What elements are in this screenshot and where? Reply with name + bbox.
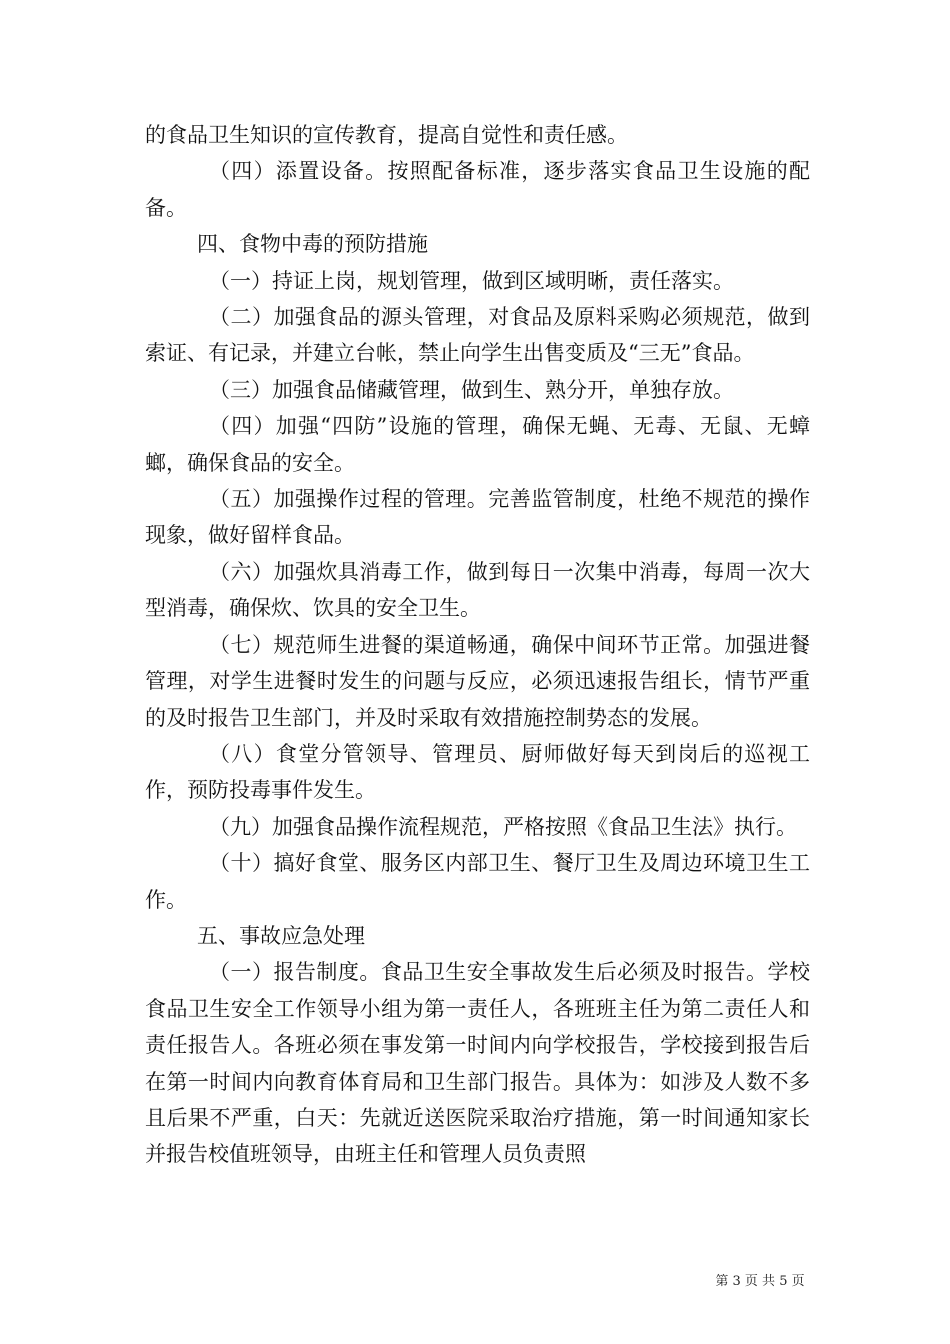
paragraph-operation-standards: （九）加强食品操作流程规范，严格按照《食品卫生法》执行。 [209, 814, 797, 839]
paragraph-reporting-system: （一）报告制度。食品卫生安全事故发生后必须及时报告。学校食品卫生安全工作领导小组为第一责任人，各班班主任为第二责任人和责任报告人。各班必须在事发第一时间内向学校报告，学校接到报告后在第一时间内向教育体育局和卫生部门报告。具体为：如涉及人数不多且后果不严重，白天：先就近送医院采取治疗措施，第一时间通知家长并报告校值班领导，由班主任和管理人员负责照 [145, 960, 810, 1167]
paragraph-source-management: （二）加强食品的源头管理，对食品及原料采购必须规范，做到索证、有记录，并建立台帐，禁止向学生出售变质及“三无”食品。 [145, 305, 810, 366]
paragraph-operation-process: （五）加强操作过程的管理。完善监管制度，杜绝不规范的操作现象，做好留样食品。 [145, 487, 810, 548]
paragraph-hygiene: （十）搞好食堂、服务区内部卫生、餐厅卫生及周边环境卫生工作。 [145, 851, 810, 912]
paragraph-patrol-work: （八）食堂分管领导、管理员、厨师做好每天到岗后的巡视工作，预防投毒事件发生。 [145, 741, 810, 803]
paragraph-continuation: 的食品卫生知识的宣传教育，提高自觉性和责任感。 [145, 123, 628, 147]
paragraph-certified-staff: （一）持证上岗，规划管理，做到区域明晰，责任落实。 [209, 268, 734, 293]
paragraph-storage-management: （三）加强食品储藏管理，做到生、熟分开，单独存放。 [209, 377, 734, 402]
section-heading-food-poisoning-prevention: 四、食物中毒的预防措施 [197, 232, 428, 257]
paragraph-four-prevention: （四）加强“四防”设施的管理，确保无蝇、无毒、无鼠、无蟑螂，确保食品的安全。 [145, 414, 810, 475]
document-body [145, 117, 810, 1173]
paragraph-dining-channel: （七）规范师生进餐的渠道畅通，确保中间环节正常。加强进餐管理，对学生进餐时发生的问题与反应，必须迅速报告组长，情节严重的及时报告卫生部门，并及时采取有效措施控制势态的发展。 [145, 632, 810, 730]
section-heading-emergency-handling: 五、事故应急处理 [197, 923, 365, 948]
paragraph-tableware-disinfection: （六）加强炊具消毒工作，做到每日一次集中消毒，每周一次大型消毒，确保炊、饮具的安全卫生。 [145, 559, 810, 621]
paragraph-add-equipment: （四）添置设备。按照配备标准，逐步落实食品卫生设施的配备。 [145, 159, 810, 220]
page-number-footer: 第 3 页 共 5 页 [715, 1274, 805, 1289]
